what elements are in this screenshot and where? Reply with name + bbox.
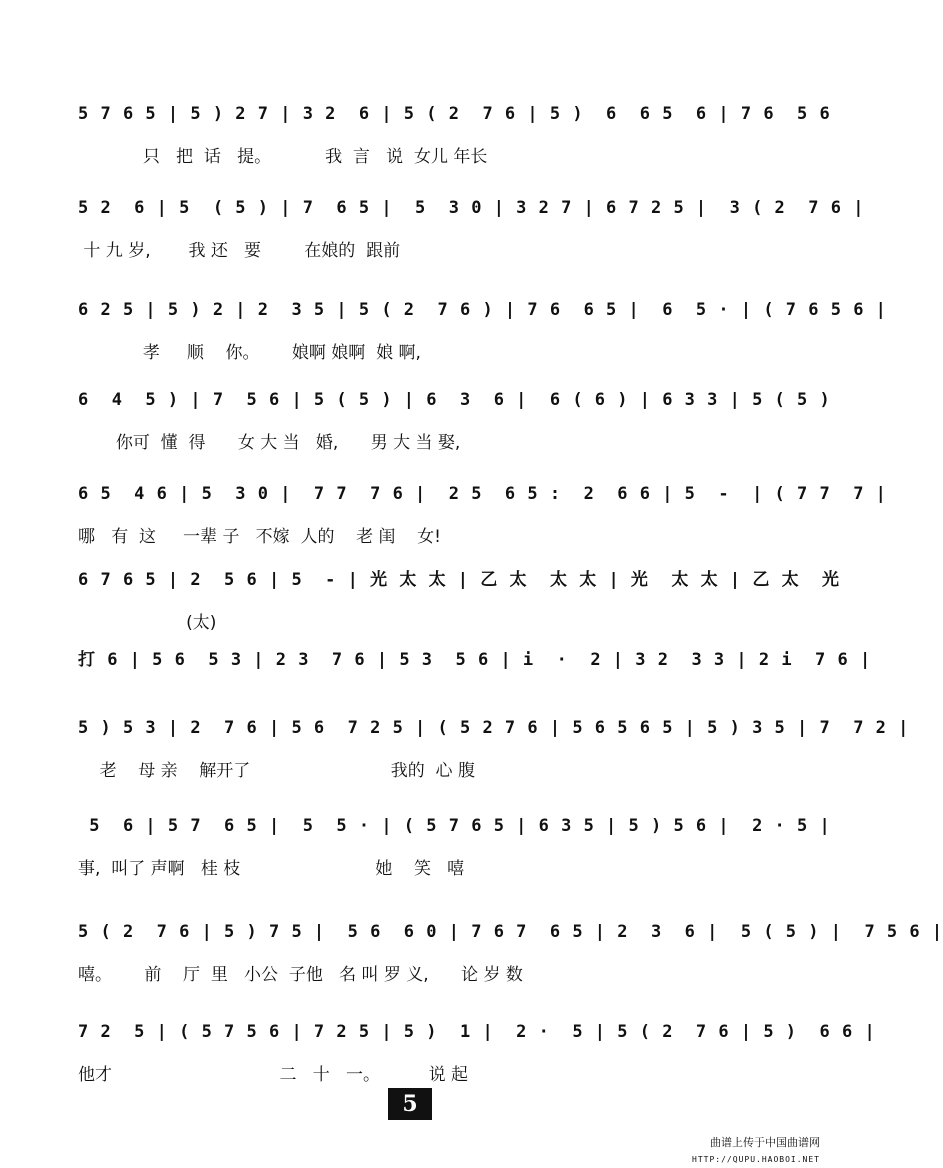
notation-line: 6 4 5 ) | 7 5 6 | 5 ( 5 ) | 6 3 6 | 6 ( 6 ) | 6 3 3 | 5 ( 5 ): [78, 390, 831, 410]
lyrics-line: 哪 有 这 一辈 子 不嫁 人的 老 闺 女!: [78, 527, 441, 547]
notation-line: 5 6 | 5 7 6 5 | 5 5 · | ( 5 7 6 5 | 6 3 5 | 5 ) 5 6 | 2 · 5 |: [78, 816, 831, 836]
page-number: 5: [388, 1088, 432, 1120]
lyrics-line: 嘻。 前 厅 里 小公 子他 名 叫 罗 义, 论 岁 数: [78, 965, 523, 985]
lyrics-line: 孝 顺 你。 娘啊 娘啊 娘 啊,: [78, 343, 421, 363]
notation-line: 打 6 | 5 6 5 3 | 2 3 7 6 | 5 3 5 6 | i · 2 | 3 2 3 3 | 2 i 7 6 |: [78, 650, 872, 670]
watermark-text: 曲谱上传于中国曲谱网: [710, 1136, 820, 1149]
notation-line: 6 5 4 6 | 5 3 0 | 7 7 7 6 | 2 5 6 5 : 2 6 6 | 5 - | ( 7 7 7 |: [78, 484, 887, 504]
lyrics-line: 十 九 岁, 我 还 要 在娘的 跟前: [78, 241, 401, 261]
lyrics-line: 你可 懂 得 女 大 当 婚, 男 大 当 娶,: [78, 433, 461, 453]
lyrics-line: 老 母 亲 解开了 我的 心 腹: [78, 761, 475, 781]
lyrics-line: (太): [78, 613, 217, 633]
notation-line: 6 7 6 5 | 2 5 6 | 5 - | 光 太 太 | 乙 太 太 太 | 光 太 太 | 乙 太 光: [78, 570, 841, 590]
notation-line: 7 2 5 | ( 5 7 5 6 | 7 2 5 | 5 ) 1 | 2 · 5 | 5 ( 2 7 6 | 5 ) 6 6 |: [78, 1022, 876, 1042]
notation-line: 5 ( 2 7 6 | 5 ) 7 5 | 5 6 6 0 | 7 6 7 6 5 | 2 3 6 | 5 ( 5 ) | 7 5 6 |: [78, 922, 943, 942]
lyrics-line: 只 把 话 提。 我 言 说 女儿 年长: [78, 147, 488, 167]
watermark-url: HTTP://QUPU.HAOBOI.NET: [692, 1155, 820, 1164]
notation-line: 5 2 6 | 5 ( 5 ) | 7 6 5 | 5 3 0 | 3 2 7 | 6 7 2 5 | 3 ( 2 7 6 |: [78, 198, 865, 218]
lyrics-line: 事, 叫了 声啊 桂 枝 她 笑 嘻: [78, 859, 465, 879]
notation-line: 5 ) 5 3 | 2 7 6 | 5 6 7 2 5 | ( 5 2 7 6 | 5 6 5 6 5 | 5 ) 3 5 | 7 7 2 |: [78, 718, 910, 738]
lyrics-line: 他才 二 十 一。 说 起: [78, 1065, 468, 1085]
notation-line: 5 7 6 5 | 5 ) 2 7 | 3 2 6 | 5 ( 2 7 6 | 5 ) 6 6 5 6 | 7 6 5 6: [78, 104, 831, 124]
notation-line: 6 2 5 | 5 ) 2 | 2 3 5 | 5 ( 2 7 6 ) | 7 6 6 5 | 6 5 · | ( 7 6 5 6 |: [78, 300, 887, 320]
